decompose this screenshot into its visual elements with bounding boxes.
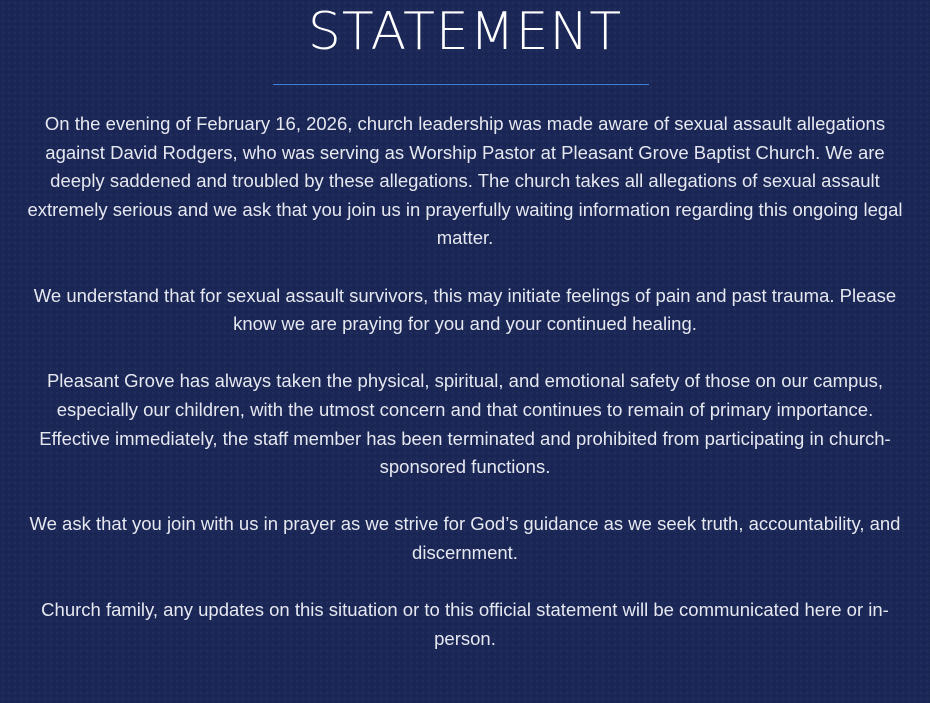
statement-paragraph-termination: Effective immediately, the staff member has been terminated and prohibited from participating in church-sponsored functions. [39,427,891,478]
paragraph-spacer [18,253,912,282]
paragraph-spacer [18,339,912,368]
statement-paragraph-survivors: We understand that for sexual assault survivors, this may initiate feelings of pain and past trauma. Please know we are praying for you and your continued healing. [33,284,897,335]
paragraph-spacer [18,568,912,597]
statement-paragraph-safety: Pleasant Grove has always taken the physical, spiritual, and emotional safety of those on our campus, especially our children, with the utmost concern and that continues to remain of primary importance. [46,370,884,420]
page-title: STATEMENT [307,2,623,62]
paragraph-spacer [18,482,912,511]
statement-paragraph-updates: Church family, any updates on this situation or to this official statement will be communicated here or in-person. [41,599,889,649]
title-divider [273,84,649,85]
statement-paragraph-allegations: On the evening of February 16, 2026, church leadership was made aware of sexual assault allegations against David Rodgers, who was serving as Worship Pastor at Pleasant Grove Baptist Church. We are deeply saddened and troubled by these allegations. The church takes all allegations of sexual assault extremely serious and we ask that you join us in prayerfully waiting information regarding this ongoing legal matter. [27,113,903,249]
statement-body [18,110,912,653]
statement-paragraph-prayer: We ask that you join with us in prayer as we strive for God’s guidance as we seek truth, accountability, and discernment. [29,513,901,563]
